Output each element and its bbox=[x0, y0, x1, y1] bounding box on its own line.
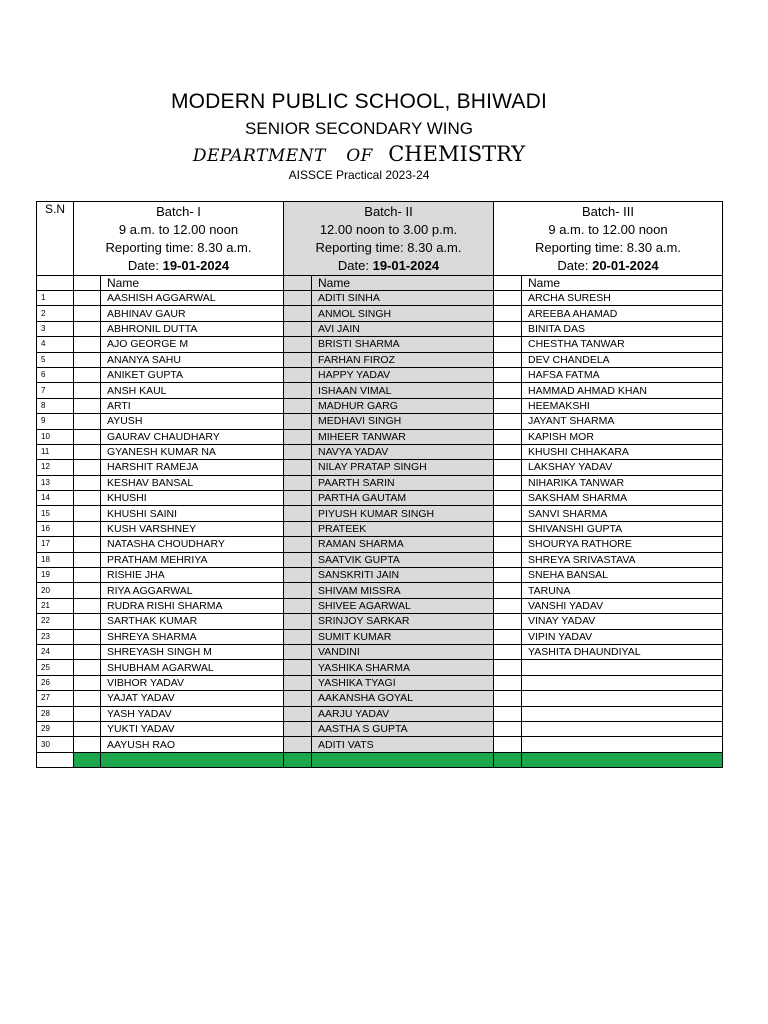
blank-cell bbox=[74, 352, 101, 367]
blank-cell bbox=[284, 537, 312, 552]
sn-cell: 8 bbox=[37, 398, 74, 413]
blank-cell bbox=[494, 321, 522, 336]
batch-3-student: HAFSA FATMA bbox=[522, 367, 723, 382]
batch-1-student: KHUSHI SAINI bbox=[101, 506, 284, 521]
sn-cell: 9 bbox=[37, 414, 74, 429]
table-row bbox=[37, 675, 723, 690]
batch-3-student: NIHARIKA TANWAR bbox=[522, 475, 723, 490]
sn-cell: 4 bbox=[37, 337, 74, 352]
table-row bbox=[37, 383, 723, 398]
table-row bbox=[37, 629, 723, 644]
blank-cell bbox=[74, 276, 101, 291]
blank-cell bbox=[494, 367, 522, 382]
blank-cell bbox=[284, 506, 312, 521]
batch-1-student: ARTI bbox=[101, 398, 284, 413]
sn-cell: 12 bbox=[37, 460, 74, 475]
sn-cell: 29 bbox=[37, 721, 74, 736]
batch-1-student: NATASHA CHOUDHARY bbox=[101, 537, 284, 552]
blank-cell bbox=[494, 583, 522, 598]
table-row bbox=[37, 721, 723, 736]
batch-1-student: RUDRA RISHI SHARMA bbox=[101, 598, 284, 613]
blank-cell bbox=[284, 629, 312, 644]
blank-cell bbox=[284, 429, 312, 444]
table-row bbox=[37, 737, 723, 752]
sn-cell: 24 bbox=[37, 644, 74, 659]
blank-cell bbox=[74, 306, 101, 321]
blank-cell bbox=[74, 568, 101, 583]
table-row bbox=[37, 506, 723, 521]
sn-cell: 27 bbox=[37, 691, 74, 706]
batch-3-student bbox=[522, 660, 723, 675]
batch-3-student: SAKSHAM SHARMA bbox=[522, 491, 723, 506]
blank-cell bbox=[284, 414, 312, 429]
table-row bbox=[37, 521, 723, 536]
blank-cell bbox=[494, 306, 522, 321]
blank-cell bbox=[74, 675, 101, 690]
batch-3-student: ARCHA SURESH bbox=[522, 291, 723, 306]
sn-cell: 7 bbox=[37, 383, 74, 398]
batch-2-student: YASHIKA SHARMA bbox=[312, 660, 494, 675]
table-row bbox=[37, 367, 723, 382]
blank-cell bbox=[74, 521, 101, 536]
batch-3-student: SANVI SHARMA bbox=[522, 506, 723, 521]
batch-1-student: ANANYA SAHU bbox=[101, 352, 284, 367]
table-row bbox=[37, 444, 723, 459]
batch-1-student: AAYUSH RAO bbox=[101, 737, 284, 752]
blank-cell bbox=[74, 552, 101, 567]
batch-2-student: SAATVIK GUPTA bbox=[312, 552, 494, 567]
batch-2-student: PIYUSH KUMAR SINGH bbox=[312, 506, 494, 521]
batch-3-student: VINAY YADAV bbox=[522, 614, 723, 629]
batch-2-student: AVI JAIN bbox=[312, 321, 494, 336]
sn-cell: 11 bbox=[37, 444, 74, 459]
sn-cell: 14 bbox=[37, 491, 74, 506]
sn-cell: 3 bbox=[37, 321, 74, 336]
sn-cell: 30 bbox=[37, 737, 74, 752]
batch-1-student: YUKTI YADAV bbox=[101, 721, 284, 736]
batch-3-student: BINITA DAS bbox=[522, 321, 723, 336]
batch-2-student: SANSKRITI JAIN bbox=[312, 568, 494, 583]
batch-3-student: HAMMAD AHMAD KHAN bbox=[522, 383, 723, 398]
batch-2-student: MIHEER TANWAR bbox=[312, 429, 494, 444]
wing-name: SENIOR SECONDARY WING bbox=[245, 119, 473, 138]
batch-2-student: MADHUR GARG bbox=[312, 398, 494, 413]
blank-cell bbox=[284, 352, 312, 367]
table-row bbox=[37, 352, 723, 367]
blank-cell bbox=[494, 475, 522, 490]
batch-3-student: SNEHA BANSAL bbox=[522, 568, 723, 583]
batch-1-student: ANIKET GUPTA bbox=[101, 367, 284, 382]
blank-cell bbox=[494, 614, 522, 629]
blank-cell bbox=[74, 367, 101, 382]
blank-cell bbox=[494, 721, 522, 736]
sn-cell: 15 bbox=[37, 506, 74, 521]
table-row bbox=[37, 568, 723, 583]
batch-1-student: ABHRONIL DUTTA bbox=[101, 321, 284, 336]
batch-1-student: VIBHOR YADAV bbox=[101, 675, 284, 690]
batch-1-student: YAJAT YADAV bbox=[101, 691, 284, 706]
batch-3-student: KHUSHI CHHAKARA bbox=[522, 444, 723, 459]
footer-cell bbox=[101, 752, 284, 767]
sn-header: S.N bbox=[37, 202, 74, 276]
blank-cell bbox=[284, 660, 312, 675]
subject-name: CHEMISTRY bbox=[388, 142, 526, 166]
blank-cell bbox=[494, 429, 522, 444]
batch-3-student: LAKSHAY YADAV bbox=[522, 460, 723, 475]
batch-3-date: Date: 20-01-2024 bbox=[557, 258, 659, 273]
blank-cell bbox=[494, 644, 522, 659]
batch-table bbox=[36, 201, 723, 768]
batch-1-student: SARTHAK KUMAR bbox=[101, 614, 284, 629]
table-row bbox=[37, 337, 723, 352]
batch-1-student: KESHAV BANSAL bbox=[101, 475, 284, 490]
blank-cell bbox=[284, 291, 312, 306]
blank-cell bbox=[494, 414, 522, 429]
table-row bbox=[37, 460, 723, 475]
blank-cell bbox=[284, 276, 312, 291]
batch-1-student: GAURAV CHAUDHARY bbox=[101, 429, 284, 444]
table-row bbox=[37, 291, 723, 306]
name-header-2: Name bbox=[312, 276, 494, 291]
sn-cell: 10 bbox=[37, 429, 74, 444]
batch-3-student: SHOURYA RATHORE bbox=[522, 537, 723, 552]
blank-cell bbox=[74, 491, 101, 506]
batch-3-time: 9 a.m. to 12.00 noon bbox=[548, 222, 668, 237]
batch-2-student: AAKANSHA GOYAL bbox=[312, 691, 494, 706]
table-row bbox=[37, 321, 723, 336]
batch-1-student: HARSHIT RAMEJA bbox=[101, 460, 284, 475]
batch-1-header bbox=[74, 202, 284, 276]
blank-cell bbox=[284, 598, 312, 613]
batch-1-student: RISHIE JHA bbox=[101, 568, 284, 583]
batch-2-student: NILAY PRATAP SINGH bbox=[312, 460, 494, 475]
sn-cell: 16 bbox=[37, 521, 74, 536]
batch-3-student bbox=[522, 737, 723, 752]
batch-1-student: YASH YADAV bbox=[101, 706, 284, 721]
blank-cell bbox=[74, 644, 101, 659]
footer-cell bbox=[37, 752, 74, 767]
blank-cell bbox=[74, 660, 101, 675]
batch-3-student: AREEBA AHAMAD bbox=[522, 306, 723, 321]
blank-cell bbox=[494, 691, 522, 706]
table-row bbox=[37, 414, 723, 429]
blank-cell bbox=[494, 337, 522, 352]
table-row bbox=[37, 598, 723, 613]
batch-2-reporting: Reporting time: 8.30 a.m. bbox=[315, 240, 462, 255]
batch-1-time: 9 a.m. to 12.00 noon bbox=[118, 222, 239, 237]
blank-cell bbox=[74, 737, 101, 752]
batch-1-student: AASHISH AGGARWAL bbox=[101, 291, 284, 306]
blank-cell bbox=[494, 737, 522, 752]
blank-cell bbox=[284, 321, 312, 336]
table-row bbox=[37, 644, 723, 659]
blank-cell bbox=[74, 506, 101, 521]
table-row bbox=[37, 691, 723, 706]
department-word: DEPARTMENT bbox=[192, 146, 326, 166]
of-word: OF bbox=[346, 146, 373, 166]
blank-cell bbox=[494, 521, 522, 536]
table-row bbox=[37, 429, 723, 444]
batch-1-student: KHUSHI bbox=[101, 491, 284, 506]
blank-cell bbox=[494, 444, 522, 459]
blank-cell bbox=[494, 629, 522, 644]
blank-cell bbox=[284, 614, 312, 629]
blank-cell bbox=[284, 475, 312, 490]
batch-3-student bbox=[522, 691, 723, 706]
exam-title: AISSCE Practical 2023-24 bbox=[288, 168, 430, 182]
batch-2-student: ANMOL SINGH bbox=[312, 306, 494, 321]
blank-cell bbox=[74, 706, 101, 721]
sn-cell: 18 bbox=[37, 552, 74, 567]
table-row bbox=[37, 475, 723, 490]
batch-2-student: ADITI VATS bbox=[312, 737, 494, 752]
batch-3-student: SHIVANSHI GUPTA bbox=[522, 521, 723, 536]
blank-cell bbox=[284, 337, 312, 352]
batch-3-student bbox=[522, 675, 723, 690]
sn-cell: 17 bbox=[37, 537, 74, 552]
sn-cell: 21 bbox=[37, 598, 74, 613]
sn-cell: 2 bbox=[37, 306, 74, 321]
table-row bbox=[37, 614, 723, 629]
batch-1-student: KUSH VARSHNEY bbox=[101, 521, 284, 536]
batch-2-student: MEDHAVI SINGH bbox=[312, 414, 494, 429]
blank-cell bbox=[494, 491, 522, 506]
sn-cell: 5 bbox=[37, 352, 74, 367]
batch-2-student: ADITI SINHA bbox=[312, 291, 494, 306]
blank-cell bbox=[284, 675, 312, 690]
batch-2-student: FARHAN FIROZ bbox=[312, 352, 494, 367]
batch-3-title: Batch- III bbox=[581, 204, 635, 219]
batch-1-student: PRATHAM MEHRIYA bbox=[101, 552, 284, 567]
blank-cell bbox=[74, 414, 101, 429]
batch-2-student: NAVYA YADAV bbox=[312, 444, 494, 459]
blank-cell bbox=[74, 291, 101, 306]
name-header-1: Name bbox=[101, 276, 284, 291]
batch-2-student: SRINJOY SARKAR bbox=[312, 614, 494, 629]
table-row bbox=[37, 660, 723, 675]
batch-1-reporting: Reporting time: 8.30 a.m. bbox=[105, 240, 252, 255]
blank-cell bbox=[74, 398, 101, 413]
batch-2-student: PRATEEK bbox=[312, 521, 494, 536]
batch-2-student: PARTHA GAUTAM bbox=[312, 491, 494, 506]
blank-cell bbox=[284, 737, 312, 752]
batch-2-student: AARJU YADAV bbox=[312, 706, 494, 721]
name-header-3: Name bbox=[522, 276, 723, 291]
batch-2-student: SHIVEE AGARWAL bbox=[312, 598, 494, 613]
batch-3-student: KAPISH MOR bbox=[522, 429, 723, 444]
batch-1-student: SHREYA SHARMA bbox=[101, 629, 284, 644]
blank-cell bbox=[284, 367, 312, 382]
footer-cell bbox=[312, 752, 494, 767]
batch-3-student: DEV CHANDELA bbox=[522, 352, 723, 367]
blank-cell bbox=[284, 306, 312, 321]
batch-2-student: HAPPY YADAV bbox=[312, 367, 494, 382]
table-row bbox=[37, 583, 723, 598]
footer-cell bbox=[494, 752, 522, 767]
batch-3-student: CHESTHA TANWAR bbox=[522, 337, 723, 352]
batch-1-student: AYUSH bbox=[101, 414, 284, 429]
batch-3-student: SHREYA SRIVASTAVA bbox=[522, 552, 723, 567]
batch-2-student: VANDINI bbox=[312, 644, 494, 659]
table-row bbox=[37, 706, 723, 721]
blank-cell bbox=[284, 444, 312, 459]
blank-cell bbox=[494, 352, 522, 367]
sn-cell: 26 bbox=[37, 675, 74, 690]
batch-3-reporting: Reporting time: 8.30 a.m. bbox=[535, 240, 681, 255]
batch-3-student: TARUNA bbox=[522, 583, 723, 598]
batch-1-title: Batch- I bbox=[156, 204, 201, 219]
batch-2-title: Batch- II bbox=[364, 204, 413, 219]
batch-2-time: 12.00 noon to 3.00 p.m. bbox=[319, 222, 458, 237]
batch-1-student: ABHINAV GAUR bbox=[101, 306, 284, 321]
blank-cell bbox=[494, 598, 522, 613]
batch-1-student: SHREYASH SINGH M bbox=[101, 644, 284, 659]
batch-2-student: BRISTI SHARMA bbox=[312, 337, 494, 352]
blank-cell bbox=[74, 598, 101, 613]
blank-cell bbox=[284, 521, 312, 536]
blank-cell bbox=[74, 444, 101, 459]
blank-cell bbox=[494, 706, 522, 721]
batch-1-student: ANSH KAUL bbox=[101, 383, 284, 398]
table-row bbox=[37, 398, 723, 413]
batch-2-student: SHIVAM MISSRA bbox=[312, 583, 494, 598]
batch-2-student: PAARTH SARIN bbox=[312, 475, 494, 490]
blank-cell bbox=[74, 321, 101, 336]
blank-cell bbox=[494, 675, 522, 690]
footer-cell bbox=[522, 752, 723, 767]
sn-cell: 20 bbox=[37, 583, 74, 598]
blank-cell bbox=[494, 383, 522, 398]
blank-cell bbox=[494, 568, 522, 583]
blank-cell bbox=[494, 537, 522, 552]
blank-cell bbox=[284, 583, 312, 598]
blank-cell bbox=[284, 460, 312, 475]
batch-3-header bbox=[494, 202, 723, 276]
batch-2-date: Date: 19-01-2024 bbox=[337, 258, 440, 273]
school-name: MODERN PUBLIC SCHOOL, BHIWADI bbox=[170, 90, 548, 113]
batch-1-student: GYANESH KUMAR NA bbox=[101, 444, 284, 459]
blank-cell bbox=[74, 721, 101, 736]
blank-cell bbox=[494, 460, 522, 475]
department-title bbox=[0, 142, 743, 166]
batch-2-student: SUMIT KUMAR bbox=[312, 629, 494, 644]
table-row bbox=[37, 537, 723, 552]
footer-cell bbox=[284, 752, 312, 767]
footer-row bbox=[37, 752, 723, 767]
batch-3-student: VIPIN YADAV bbox=[522, 629, 723, 644]
batch-2-student: YASHIKA TYAGI bbox=[312, 675, 494, 690]
sn-cell: 23 bbox=[37, 629, 74, 644]
batch-1-date: Date: 19-01-2024 bbox=[127, 258, 230, 273]
batch-1-student: AJO GEORGE M bbox=[101, 337, 284, 352]
blank-cell bbox=[494, 506, 522, 521]
batch-1-student: SHUBHAM AGARWAL bbox=[101, 660, 284, 675]
batch-3-student: HEEMAKSHI bbox=[522, 398, 723, 413]
blank-cell bbox=[284, 491, 312, 506]
batch-3-student: YASHITA DHAUNDIYAL bbox=[522, 644, 723, 659]
batch-3-student bbox=[522, 721, 723, 736]
blank-cell bbox=[284, 706, 312, 721]
batch-2-header bbox=[284, 202, 494, 276]
blank-cell bbox=[284, 721, 312, 736]
sn-cell: 28 bbox=[37, 706, 74, 721]
blank-cell bbox=[494, 276, 522, 291]
blank-cell bbox=[74, 583, 101, 598]
batch-2-student: AASTHA S GUPTA bbox=[312, 721, 494, 736]
blank-cell bbox=[74, 614, 101, 629]
blank-cell bbox=[284, 383, 312, 398]
table-row bbox=[37, 491, 723, 506]
blank-cell bbox=[74, 460, 101, 475]
blank-cell bbox=[284, 691, 312, 706]
table-row bbox=[37, 306, 723, 321]
blank-cell bbox=[284, 644, 312, 659]
sn-cell: 13 bbox=[37, 475, 74, 490]
blank-cell bbox=[284, 398, 312, 413]
blank-cell bbox=[494, 660, 522, 675]
batch-3-student: VANSHI YADAV bbox=[522, 598, 723, 613]
blank-cell bbox=[74, 429, 101, 444]
sn-cell: 22 bbox=[37, 614, 74, 629]
blank-cell bbox=[74, 337, 101, 352]
blank-cell bbox=[284, 552, 312, 567]
blank-cell bbox=[74, 691, 101, 706]
blank-cell bbox=[494, 552, 522, 567]
blank-cell bbox=[74, 383, 101, 398]
batch-1-student: RIYA AGGARWAL bbox=[101, 583, 284, 598]
blank-cell bbox=[74, 629, 101, 644]
blank-cell bbox=[284, 568, 312, 583]
sn-cell: 1 bbox=[37, 291, 74, 306]
blank-cell bbox=[74, 475, 101, 490]
blank-cell bbox=[74, 537, 101, 552]
blank-cell bbox=[494, 398, 522, 413]
sn-cell: 25 bbox=[37, 660, 74, 675]
footer-cell bbox=[74, 752, 101, 767]
blank-cell bbox=[37, 276, 74, 291]
blank-cell bbox=[494, 291, 522, 306]
sn-cell: 6 bbox=[37, 367, 74, 382]
sn-cell: 19 bbox=[37, 568, 74, 583]
batch-3-student: JAYANT SHARMA bbox=[522, 414, 723, 429]
table-row bbox=[37, 552, 723, 567]
batch-2-student: RAMAN SHARMA bbox=[312, 537, 494, 552]
batch-2-student: ISHAAN VIMAL bbox=[312, 383, 494, 398]
batch-3-student bbox=[522, 706, 723, 721]
